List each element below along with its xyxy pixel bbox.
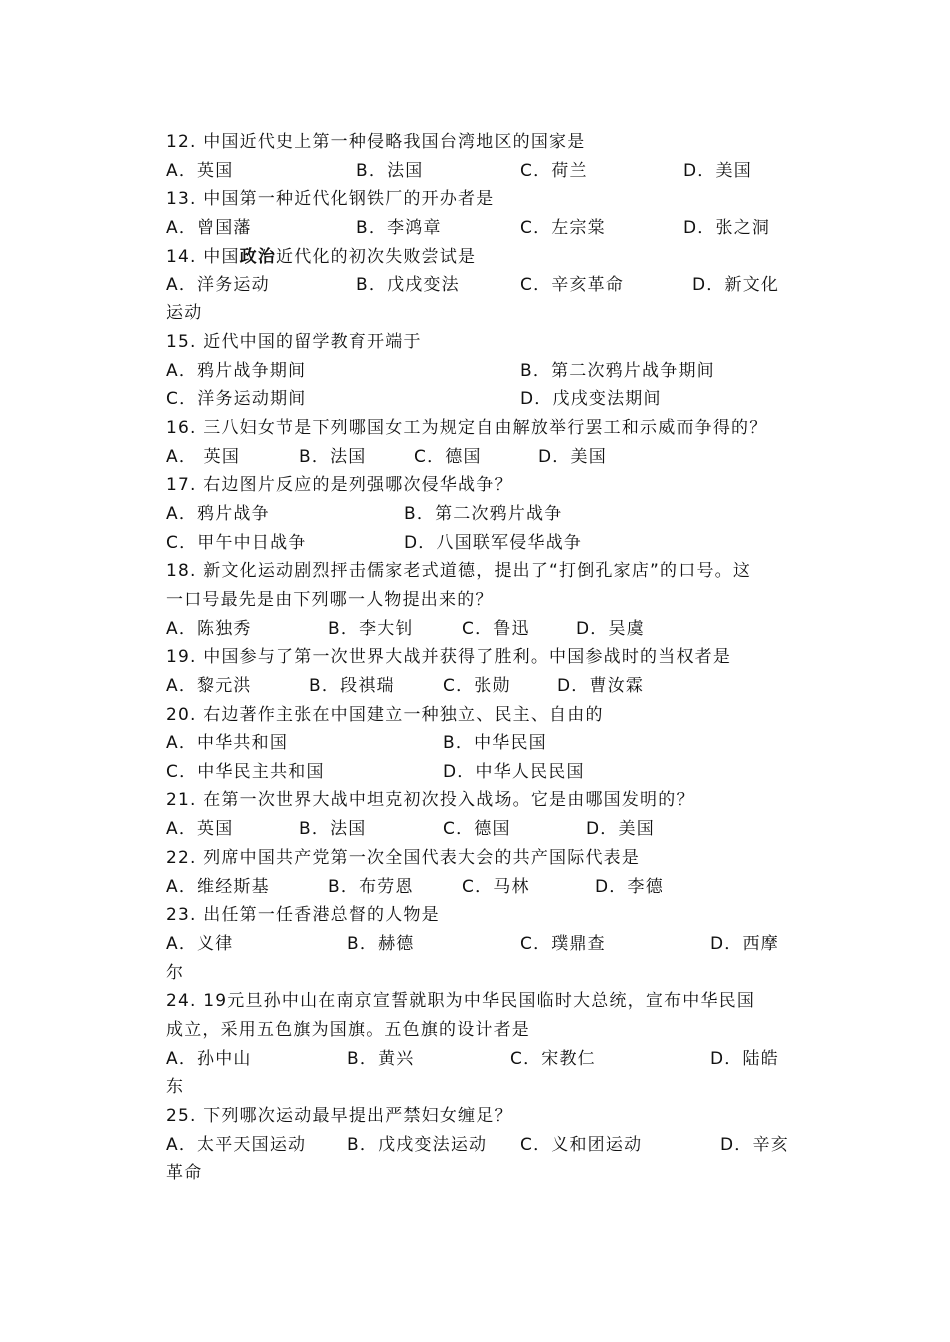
question-stem: 24. 19元旦孙中山在南京宣誓就职为中华民国临时大总统，宣布中华民国 bbox=[166, 991, 756, 1011]
option-a: A．陈独秀 bbox=[166, 619, 252, 639]
option-b: B．布劳恩 bbox=[328, 877, 414, 897]
option-a: A．中华共和国 bbox=[166, 733, 289, 753]
option-wrap: 革命 bbox=[166, 1163, 203, 1183]
option-a: A．鸦片战争 bbox=[166, 504, 270, 524]
option-wrap: 运动 bbox=[166, 303, 203, 323]
option-c: C．璞鼎查 bbox=[520, 934, 606, 954]
option-b: B．赫德 bbox=[347, 934, 415, 954]
option-d: D．新文化 bbox=[692, 275, 780, 295]
question-stem-cont: 一口号最先是由下列哪一人物提出来的？ bbox=[166, 590, 494, 610]
option-c: C．洋务运动期间 bbox=[166, 389, 307, 409]
option-b: B．第二次鸦片战争期间 bbox=[520, 361, 715, 381]
option-c: C．鲁迅 bbox=[462, 619, 530, 639]
option-a: A．英国 bbox=[166, 161, 234, 181]
option-c: C．荷兰 bbox=[520, 161, 588, 181]
option-wrap: 尔 bbox=[166, 963, 185, 983]
option-a: A．英国 bbox=[166, 819, 234, 839]
option-d: D．美国 bbox=[683, 161, 752, 181]
option-c: C．宋教仁 bbox=[510, 1049, 596, 1069]
stem-emphasis: 政治 bbox=[239, 247, 277, 267]
question-stem: 17. 右边图片反应的是列强哪次侵华战争？ bbox=[166, 475, 513, 495]
option-c: C．德国 bbox=[414, 447, 482, 467]
option-b: B．段祺瑞 bbox=[309, 676, 395, 696]
option-wrap: 东 bbox=[166, 1077, 185, 1097]
option-a: A．维经斯基 bbox=[166, 877, 270, 897]
option-d: D．中华人民民国 bbox=[443, 762, 585, 782]
stem-text: 14. 中国 bbox=[166, 247, 240, 267]
option-a: A．孙中山 bbox=[166, 1049, 252, 1069]
option-d: D．曹汝霖 bbox=[557, 676, 645, 696]
option-b: B．戊戌变法 bbox=[356, 275, 460, 295]
option-b: B．中华民国 bbox=[443, 733, 547, 753]
option-b: B．法国 bbox=[299, 447, 367, 467]
question-stem-cont: 成立，采用五色旗为国旗。五色旗的设计者是 bbox=[166, 1020, 530, 1040]
option-c: C．马林 bbox=[462, 877, 530, 897]
option-a: A．太平天国运动 bbox=[166, 1135, 307, 1155]
option-a: A．鸦片战争期间 bbox=[166, 361, 307, 381]
option-d: D．美国 bbox=[538, 447, 607, 467]
question-stem: 13. 中国第一种近代化钢铁厂的开办者是 bbox=[166, 189, 495, 209]
option-c: C．左宗棠 bbox=[520, 218, 606, 238]
option-c: C．张勋 bbox=[443, 676, 511, 696]
option-d: D．美国 bbox=[586, 819, 655, 839]
option-d: D．戊戌变法期间 bbox=[520, 389, 662, 409]
option-b: B．法国 bbox=[299, 819, 367, 839]
option-d: D．张之洞 bbox=[683, 218, 771, 238]
question-stem: 21. 在第一次世界大战中坦克初次投入战场。它是由哪国发明的？ bbox=[166, 790, 695, 810]
stem-text: 近代化的初次失败尝试是 bbox=[276, 247, 477, 267]
option-d: D．西摩 bbox=[710, 934, 779, 954]
option-c: C．中华民主共和国 bbox=[166, 762, 325, 782]
option-a: A．黎元洪 bbox=[166, 676, 252, 696]
option-a: A．义律 bbox=[166, 934, 234, 954]
question-stem: 12. 中国近代史上第一种侵略我国台湾地区的国家是 bbox=[166, 132, 586, 152]
question-stem: 16. 三八妇女节是下列哪国女工为规定自由解放举行罢工和示威而争得的？ bbox=[166, 418, 768, 438]
question-stem bbox=[166, 243, 476, 271]
question-stem: 20. 右边著作主张在中国建立一种独立、民主、自由的 bbox=[166, 705, 604, 725]
question-stem: 23. 出任第一任香港总督的人物是 bbox=[166, 905, 440, 925]
question-stem: 19. 中国参与了第一次世界大战并获得了胜利。中国参战时的当权者是 bbox=[166, 647, 732, 667]
option-c: C．德国 bbox=[443, 819, 511, 839]
option-b: B．李鸿章 bbox=[356, 218, 442, 238]
option-d: D．八国联军侵华战争 bbox=[404, 533, 583, 553]
option-b: B．李大钊 bbox=[328, 619, 414, 639]
question-stem: 18. 新文化运动剧烈抨击儒家老式道德，提出了“打倒孔家店”的口号。这 bbox=[166, 561, 752, 581]
question-stem: 25. 下列哪次运动最早提出严禁妇女缠足？ bbox=[166, 1106, 513, 1126]
option-c: C．义和团运动 bbox=[520, 1135, 643, 1155]
option-a: A．洋务运动 bbox=[166, 275, 270, 295]
option-d: D．辛亥 bbox=[720, 1135, 789, 1155]
option-c: C．辛亥革命 bbox=[520, 275, 625, 295]
option-a: A．曾国藩 bbox=[166, 218, 252, 238]
question-stem: 15. 近代中国的留学教育开端于 bbox=[166, 332, 422, 352]
question-stem: 22. 列席中国共产党第一次全国代表大会的共产国际代表是 bbox=[166, 848, 641, 868]
option-c: C．甲午中日战争 bbox=[166, 533, 307, 553]
option-b: B．戊戌变法运动 bbox=[347, 1135, 488, 1155]
option-d: D．吴虞 bbox=[576, 619, 645, 639]
option-b: B．法国 bbox=[356, 161, 424, 181]
option-d: D．陆皓 bbox=[710, 1049, 779, 1069]
option-b: B．黄兴 bbox=[347, 1049, 415, 1069]
option-b: B．第二次鸦片战争 bbox=[404, 504, 563, 524]
option-a: A． 英国 bbox=[166, 447, 241, 467]
option-d: D．李德 bbox=[595, 877, 664, 897]
